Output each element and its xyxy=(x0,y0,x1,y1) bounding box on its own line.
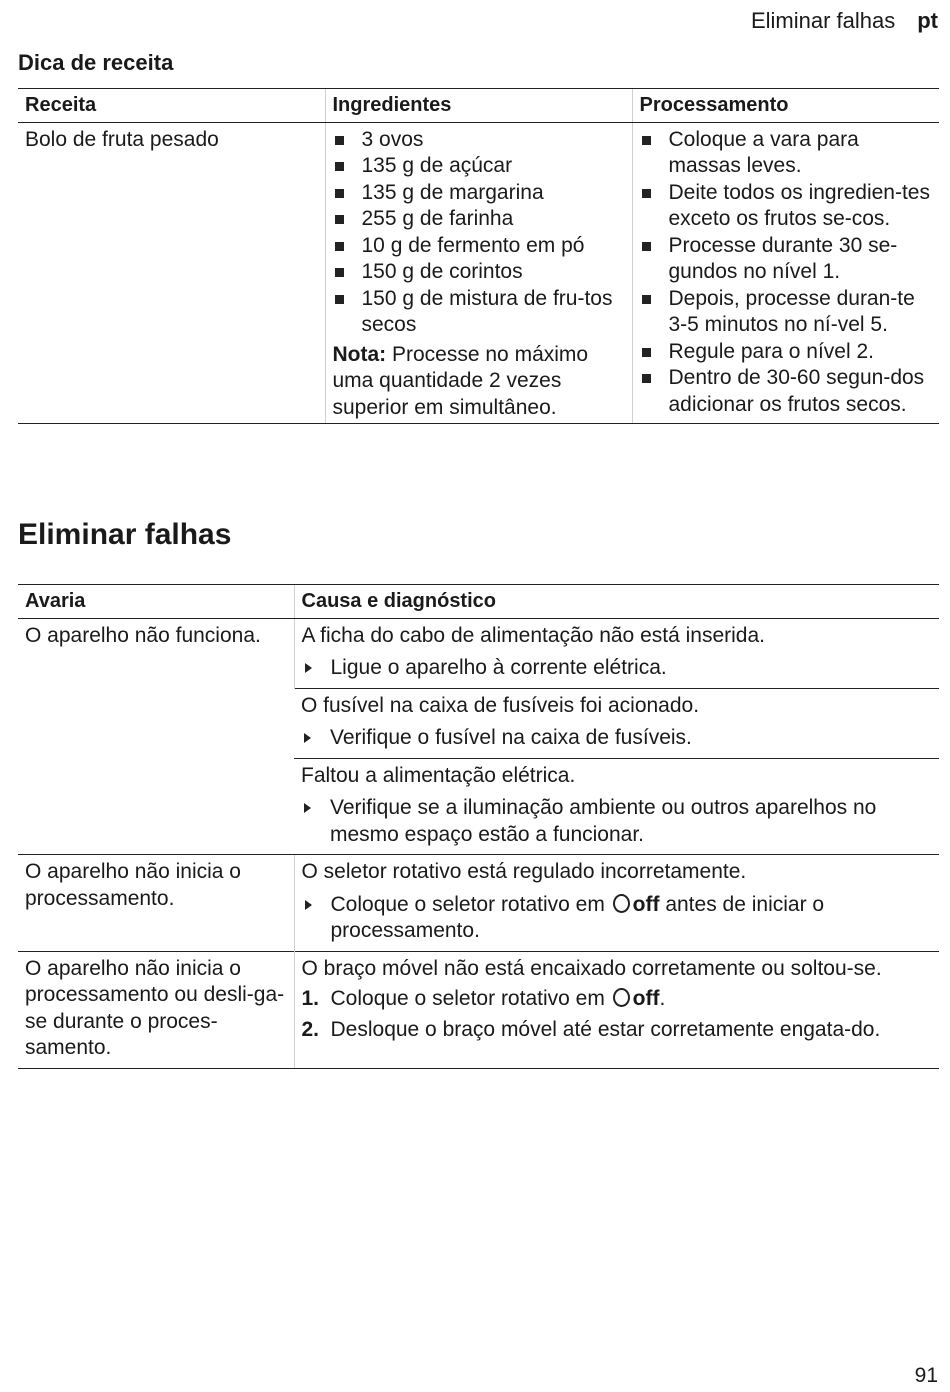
remedy-text-start: Coloque o seletor rotativo em xyxy=(330,892,611,916)
table-row xyxy=(18,122,939,424)
column-header-ingredients: Ingredientes xyxy=(325,89,632,123)
table-row xyxy=(18,618,939,688)
list-item: Coloque a vara para massas leves. xyxy=(640,127,933,180)
off-label: off xyxy=(632,892,660,916)
cause-cell xyxy=(294,951,939,1068)
column-header-cause: Causa e diagnóstico xyxy=(294,585,939,619)
list-item: 135 g de margarina xyxy=(333,180,625,207)
remedy-action xyxy=(301,725,932,752)
list-item: 135 g de açúcar xyxy=(333,153,625,180)
cause-text: O braço móvel não está encaixado corretamente ou soltou-se. xyxy=(301,956,882,980)
troubleshooting-table-header xyxy=(18,585,939,619)
troubleshooting-title: Eliminar falhas xyxy=(18,518,232,551)
column-header-processing: Processamento xyxy=(632,89,939,123)
ingredients-cell xyxy=(325,122,632,424)
remedy-text: Verifique o fusível na caixa de fusíveis. xyxy=(330,726,692,749)
cause-cell xyxy=(294,688,939,758)
remedy-text-end: antes de iniciar o processamento. xyxy=(330,892,825,942)
fault-description: O aparelho não inicia o processamento ou desli-ga-se durante o proces-samento. xyxy=(18,951,294,1068)
cause-text: O seletor rotativo está regulado incorretamente. xyxy=(301,860,747,883)
arrow-icon xyxy=(304,803,311,813)
list-item: 10 g de fermento em pó xyxy=(333,233,625,260)
step-number: 2. xyxy=(301,1017,320,1041)
cause-text: A ficha do cabo de alimentação não está inserida. xyxy=(301,623,765,647)
fault-description: O aparelho não funciona. xyxy=(18,618,294,855)
troubleshooting-table xyxy=(18,584,939,1069)
arrow-icon xyxy=(305,900,312,910)
fault-description: O aparelho não inicia o processamento. xyxy=(18,855,294,952)
cause-cell xyxy=(294,618,939,688)
running-header xyxy=(751,8,938,34)
processing-cell xyxy=(632,122,939,424)
column-header-fault: Avaria xyxy=(18,585,294,619)
off-position-icon xyxy=(613,894,630,913)
list-item: 255 g de farinha xyxy=(333,206,625,233)
page-number: 91 xyxy=(914,1364,938,1387)
step-text-end: . xyxy=(659,987,666,1010)
list-item: 3 ovos xyxy=(333,127,625,154)
list-item: Deite todos os ingredien-tes exceto os frutos se-cos. xyxy=(640,180,933,233)
note xyxy=(333,342,625,422)
recipe-tip-title: Dica de receita xyxy=(18,50,174,75)
recipe-table xyxy=(18,88,939,424)
cause-cell xyxy=(294,758,939,855)
remedy-text: Verifique se a iluminação ambiente ou outros aparelhos no mesmo espaço estão a funcionar. xyxy=(330,796,877,846)
cause-text: Faltou a alimentação elétrica. xyxy=(301,763,576,787)
numbered-step xyxy=(302,986,933,1013)
remedy-action xyxy=(302,655,933,682)
ingredients-list xyxy=(333,127,625,339)
list-item: Dentro de 30-60 segun-dos adicionar os frutos secos. xyxy=(640,365,933,418)
numbered-step xyxy=(302,1017,933,1044)
remedy-action xyxy=(301,795,932,848)
note-label: Nota: xyxy=(332,342,387,366)
off-label: off xyxy=(632,987,660,1010)
list-item: 150 g de mistura de fru-tos secos xyxy=(333,286,625,339)
step-text-start: Coloque o seletor rotativo em xyxy=(330,987,611,1010)
header-section-title: Eliminar falhas xyxy=(750,8,896,33)
cause-text: O fusível na caixa de fusíveis foi acionado. xyxy=(301,693,700,717)
list-item: Regule para o nível 2. xyxy=(640,339,933,366)
step-number: 1. xyxy=(301,987,320,1010)
step-text: Desloque o braço móvel até estar corretamente engata-do. xyxy=(330,1017,881,1041)
table-row xyxy=(18,855,939,952)
recipe-name: Bolo de fruta pesado xyxy=(18,122,325,424)
header-language-code: pt xyxy=(917,8,938,33)
list-item: Processe durante 30 se-gundos no nível 1. xyxy=(640,233,933,286)
remedy-action xyxy=(302,892,933,945)
list-item: Depois, processe duran-te 3-5 minutos no ní-vel 5. xyxy=(640,286,933,339)
note-text: Processe no máximo uma quantidade 2 vezes superior em simultâneo. xyxy=(332,342,589,419)
list-item: 150 g de corintos xyxy=(333,259,625,286)
arrow-icon xyxy=(304,733,311,743)
recipe-table-header xyxy=(18,89,939,123)
off-position-icon xyxy=(613,988,630,1007)
remedy-text: Ligue o aparelho à corrente elétrica. xyxy=(330,656,667,679)
column-header-recipe: Receita xyxy=(18,89,325,123)
cause-cell xyxy=(294,855,939,952)
arrow-icon xyxy=(305,663,312,673)
table-row xyxy=(18,951,939,1068)
processing-steps-list xyxy=(640,127,933,419)
